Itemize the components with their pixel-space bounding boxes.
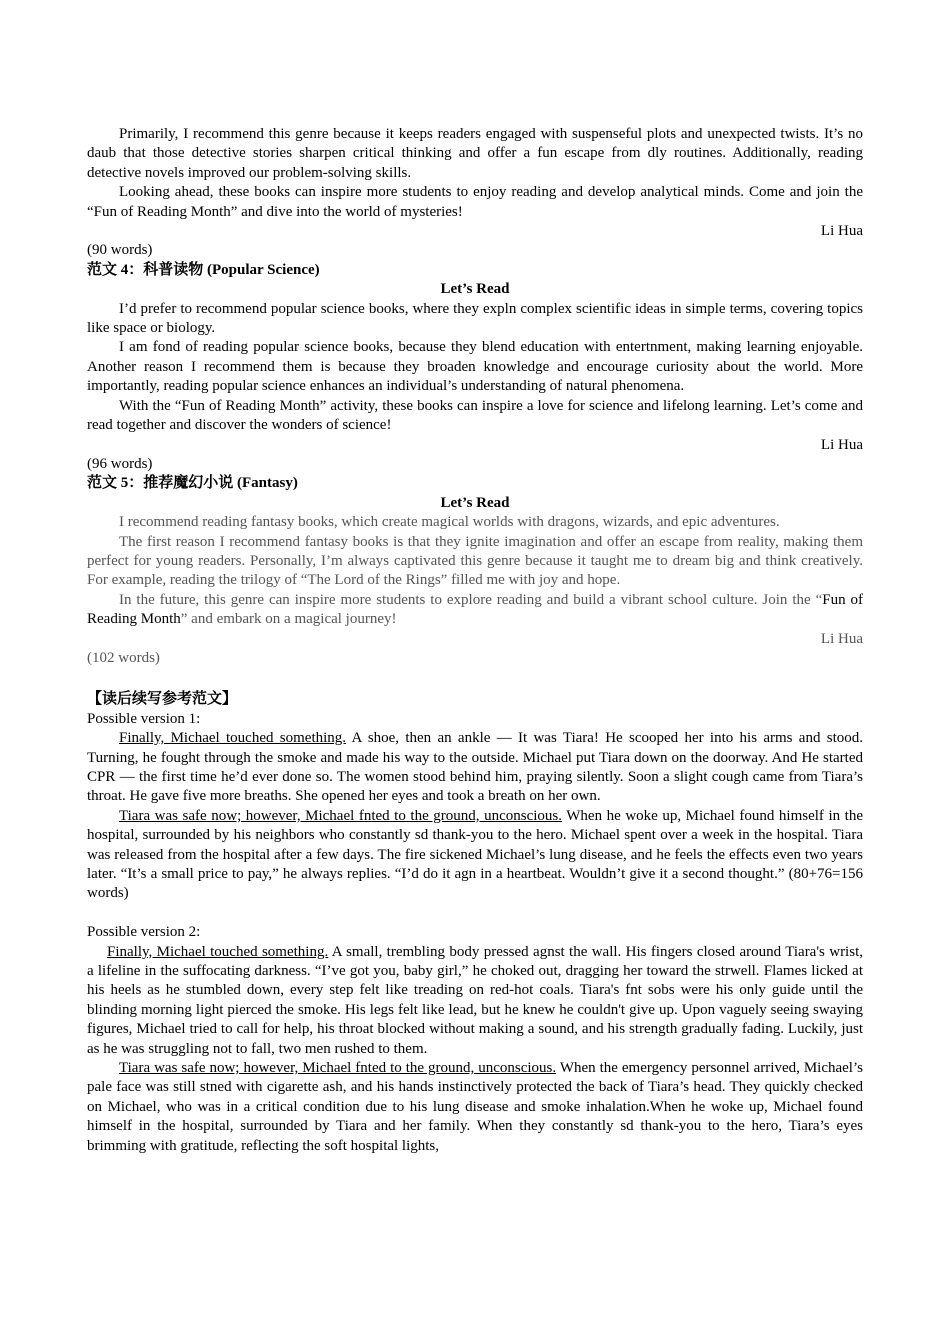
version1-p1-lead-sentence: Finally, Michael touched something.	[119, 730, 347, 747]
essay5-paragraph-3	[87, 591, 863, 630]
version2-p1-lead-sentence: Finally, Michael touched something.	[107, 943, 329, 960]
version1-paragraph-1	[87, 729, 863, 807]
essay5-signature: Li Hua	[820, 630, 863, 647]
spacer	[87, 668, 863, 690]
version1-paragraph-2	[87, 807, 863, 904]
version2-p2-body: When the emergency personnel arrived, Michael’s pale face was still stned with cigarette ash, and his hands instinctively protected the back of Tiara’s head. They quickly checked on Michael, who was in a critical condition due to his lung disease and smoke inhalation.When he woke up, Michael found himself in the hospital, surrounded by Tiara and her family. When they constantly sd thank-you to the hero, Tiara’s eyes brimming with gratitude, reflecting the soft hospital lights,	[87, 1060, 863, 1154]
version1-p2-lead-sentence: Tiara was safe now; however, Michael fnted to the ground, unconscious.	[119, 807, 562, 824]
version1-p2-body: When he woke up, Michael found himself in the hospital, surrounded by his neighbors who constantly sd thank-you to the hero. Michael spent over a week in the hospital. Tiara was released from the hospital after a few days. The fire sickened Michael’s lung disease, and he feels the effects even two years later. “It’s a small price to pay,” he always replies. “I’d do it agn in a heartbeat. Wouldn’t give it a second thought.” (80+76=156 words)	[87, 807, 863, 902]
essay3-signature: Li Hua	[820, 223, 863, 240]
essay5-p3-event-name: Fun of Reading Month	[87, 591, 863, 628]
essay5-paragraph-1: I recommend reading fantasy books, which create magical worlds with dragons, wizards, and epic adventures.	[119, 514, 780, 531]
essay3-paragraph-1: Primarily, I recommend this genre because it keeps readers engaged with suspenseful plots and unexpected twists. It’s no daub that those detective stories sharpen critical thinking and offer a fun escape from dly routines. Additionally, reading detective novels improved our problem-solving skills.	[87, 126, 863, 181]
version2-paragraph-1	[87, 943, 863, 1059]
essay5-p3-part-a: In the future, this genre can inspire more students to explore reading and build a vibrant school culture. Join the “	[119, 591, 823, 608]
version2-paragraph-2	[87, 1059, 863, 1156]
essay4-word-count: (96 words)	[87, 455, 153, 472]
essay5-heading: 范文 5：推荐魔幻小说 (Fantasy)	[87, 475, 298, 492]
essay3-paragraph-2: Looking ahead, these books can inspire more students to enjoy reading and develop analytical minds. Come and join the “Fun of Reading Month” and dive into the world of mysteries!	[87, 184, 863, 220]
essay5-p3-part-c: ” and embark on a magical journey!	[180, 611, 397, 628]
version1-p1-body: A shoe, then an ankle — It was Tiara! He scooped her into his arms and stood. Turning, he fought through the smoke and made his way to the outside. Michael put Tiara down on the doorway. And He started CPR — the first time he’d ever done so. The women stood behind him, praying silently. Soon a slight cough came from Tiara’s throat. He gave five more breaths. She opened her eyes and took a breath on her own.	[87, 730, 864, 805]
version1-label: Possible version 1:	[87, 710, 201, 727]
version2-p1-body: A small, trembling body pressed agnst the wall. His fingers closed around Tiara's wrist, a lifeline in the suffocating darkness. “I’ve got you, baby girl,” he choked out, dragging her toward the strwell. Flames licked at his heels as he stumbled down, every step felt like treading on red-hot coals. Tiara's fnt sobs were his only guide until the blinding morning light pierced the smoke. His legs felt like lead, but he knew he couldn't give up. Upon vaguely seeing swaying figures, Michael tried to call for help, his throat blocked without making a sound, and his strength gradually fading. Luckily, just as he was struggling not to fall, two men rushed to them.	[87, 943, 863, 1057]
version2-p2-lead-sentence: Tiara was safe now; however, Michael fnted to the ground, unconscious.	[119, 1060, 557, 1077]
spacer	[87, 904, 863, 923]
essay4-paragraph-3: With the “Fun of Reading Month” activity, these books can inspire a love for science and lifelong learning. Let’s come and read together and discover the wonders of science!	[87, 397, 863, 434]
essay4-paragraph-1: I’d prefer to recommend popular science books, where they expln complex scientific ideas in simple terms, covering topics like space or biology.	[87, 300, 863, 337]
continuation-heading: 【读后续写参考范文】	[87, 691, 238, 708]
essay4-signature: Li Hua	[820, 436, 863, 453]
essay5-word-count: (102 words)	[87, 649, 160, 666]
essay3-word-count: (90 words)	[87, 242, 153, 259]
document-page	[87, 125, 863, 1156]
essay5-title: Let’s Read	[440, 494, 510, 511]
essay4-heading: 范文 4：科普读物 (Popular Science)	[87, 261, 320, 278]
essay4-paragraph-2: I am fond of reading popular science books, because they blend education with entertnment, making learning enjoyable. Another reason I recommend them is because they broaden knowledge and encourage curiosity about the world. More importantly, reading popular science enhances an individual’s understanding of natural phenomena.	[87, 339, 863, 395]
version2-label: Possible version 2:	[87, 924, 201, 941]
essay5-paragraph-2: The first reason I recommend fantasy books is that they ignite imagination and offer an escape from reality, making them perfect for young readers. Personally, I’m always captivated this genre because it taught me to dream big and think creatively. For example, reading the trilogy of “The Lord of the Rings” filled me with joy and hope.	[87, 533, 863, 589]
essay4-title: Let’s Read	[440, 281, 510, 298]
